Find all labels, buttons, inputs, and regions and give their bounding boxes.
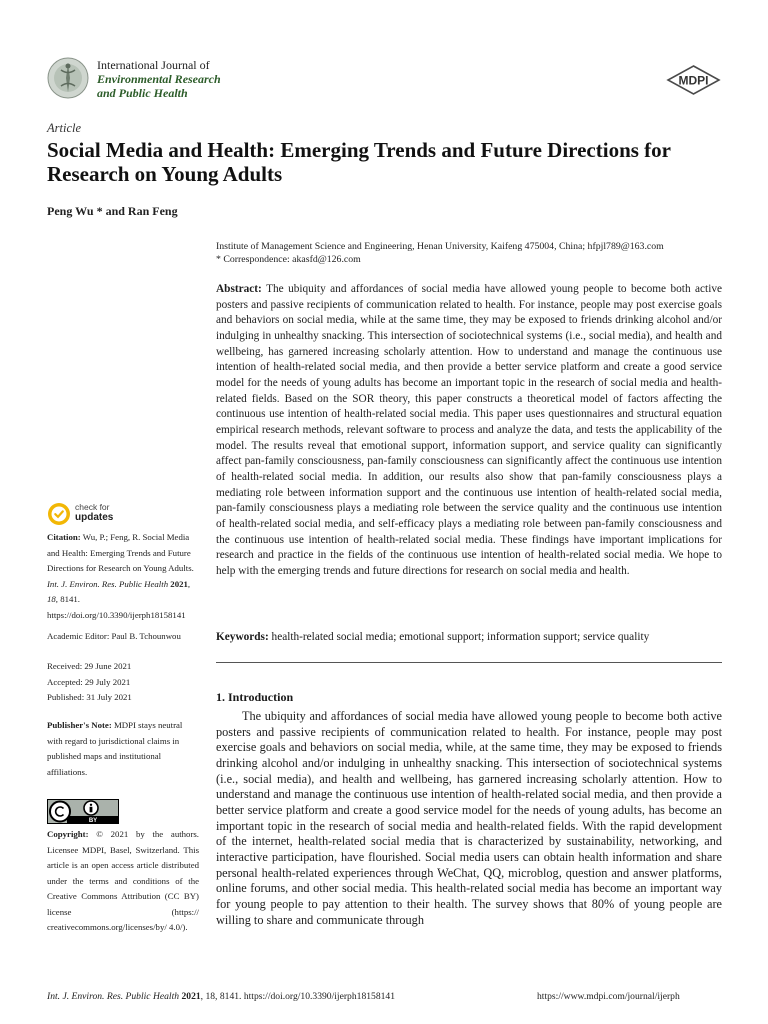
academic-editor: Academic Editor: Paul B. Tchounwou — [47, 631, 181, 641]
citation-journal: Int. J. Environ. Res. Public Health — [47, 578, 169, 589]
footer-citation — [47, 991, 395, 1002]
article-authors: Peng Wu * and Ran Feng — [47, 204, 178, 218]
footer-journal: Int. J. Environ. Res. Public Health — [47, 991, 180, 1002]
publisher-note-text: MDPI stays neutral with regard to jurisdictional claims in published maps and institutional affiliations. — [47, 720, 183, 777]
cc-by-label: BY — [88, 818, 98, 824]
publisher-note-label: Publisher's Note: — [47, 720, 112, 730]
citation-label: Citation: — [47, 532, 81, 542]
footer-year: 2021 — [181, 991, 201, 1002]
copyright-text: © 2021 by the authors. Licensee MDPI, Basel, Switzerland. This article is an open access article distributed under the terms and conditions of the Creative Commons Attribution (CC BY) license (https:// creativecommons.org/licenses/by/ 4.0/). — [47, 829, 200, 932]
check-for-updates-button[interactable] — [47, 502, 147, 528]
citation-block: Citation: Wu, P.; Feng, R. Social Media and Health: Emerging Trends and Future Directions for Research on Young Adults. Int. J. Environ. Res. Public Health 2021, 18, 8141. https://doi.org/10.3390/ijerph18158141 — [47, 532, 194, 620]
check-updates-icon — [47, 502, 71, 526]
copyright-label: Copyright: — [47, 829, 89, 839]
check-updates-line1: check for — [75, 502, 110, 512]
check-updates-line2: updates — [75, 512, 114, 523]
citation-doi[interactable]: , 8141. https://doi.org/10.3390/ijerph18158141 — [47, 594, 186, 620]
published-date: Published: 31 July 2021 — [47, 692, 132, 702]
accepted-date: Accepted: 29 July 2021 — [47, 676, 131, 687]
abstract — [216, 282, 722, 579]
publisher-note — [47, 718, 199, 780]
journal-name — [97, 58, 221, 100]
introduction-paragraph: The ubiquity and affordances of social media have allowed young people to become both active posters and passive recipients of communication related to health. For instance, people may post exercise goals and behaviors on social media, while, at the same time, they may be exposed to friends drinking alcohol and/or indulging in unhealthy snacking. This intersection of sociotechnical systems (i.e., social media), and health and wellbeing, has garnered increasing scholarly attention. How to understand and manage the continuous use intention of health-related social media, and then provide a better service platform and create a good service model for the needs of young adults, has become an important topic in the research of social media and health-related fields. With the rapid development of the internet, health-related social media that is characterized by sustainability, networking, and interactive participation, have flourished. Social media users can obtain health information and share personal health-related experiences through WeChat, QQ, microblog, question and answer platforms, online forums, and other social media. This health-related social media has become an important way for young people to pay attention to their health. The survey shows that 80% of young people are willing to share and communicate through — [216, 709, 722, 927]
affiliation-block — [216, 240, 726, 266]
section-heading-introduction: 1. Introduction — [216, 690, 294, 704]
abstract-text: The ubiquity and affordances of social media have allowed young people to become both active posters and passive recipients of communication related to health. For instance, people may post exercise goals and behaviors on social media, while at the same time, they may be exposed to friends drinking alcohol and/or indulging in unhealthy snacking. This intersection of sociotechnical systems (i.e., social media), and health and wellbeing, has garnered increasing scholarly attention. How to understand and manage the continuous use intention of health-related social media, and then provide a better service platform and create a good service model for the needs of young adults has become an important topic in the research of social media and health-related fields. Based on the SOR theory, this paper constructs a theoretical model of factors affecting the continuous use intention of health-related social media. This paper uses questionnaires and structural equation empirical research methods, relevant software to process and analyze the data, and tests the applicability of the model. The results reveal that emotional support, information support, and service quality can significantly affect pan-family consciousness, pan-family consciousness can significantly affect the continuous use intention of health-related social media. In addition, our results also show that pan-family consciousness plays a mediating role between information support and the continuous use intention of health-related social media, pan-family consciousness plays a mediating role between the service quality and the continuous use intention of health-related social media, and self-efficacy plays a mediating role between pan-family consciousness and the continuous use intention of health-related social media. These findings have important implications for research and practice in the fields of the continuous use intention of health-related social media. We hope to help with the emerging trends and future directions for research on social media and health. — [216, 283, 723, 577]
mdpi-logo-text: MDPI — [678, 73, 709, 88]
citation-volume: 18 — [47, 594, 56, 604]
correspondence: * Correspondence: akasfd@126.com — [216, 254, 361, 265]
journal-name-line1: International Journal of — [97, 58, 210, 72]
section-divider — [216, 662, 722, 663]
footer-doi[interactable]: , 18, 8141. https://doi.org/10.3390/ijerph18158141 — [200, 991, 396, 1002]
affiliation: Institute of Management Science and Engineering, Henan University, Kaifeng 475004, China; hfpjl789@163.com — [216, 241, 664, 252]
keywords-label: Keywords: — [216, 631, 269, 643]
dates-block — [47, 659, 199, 706]
footer-journal-url[interactable]: https://www.mdpi.com/journal/ijerph — [537, 991, 680, 1002]
mdpi-logo-icon — [666, 64, 721, 96]
journal-name-line2: Environmental Research — [97, 72, 221, 86]
article-type: Article — [47, 121, 82, 135]
keywords — [216, 630, 722, 645]
cc-by-license-icon[interactable] — [47, 799, 119, 824]
journal-emblem-icon — [47, 57, 89, 99]
citation-text: Wu, P.; Feng, R. Social Media and Health: Emerging Trends and Future Directions for Research on Young Adults. — [47, 532, 194, 573]
citation-year: 2021 — [170, 578, 188, 589]
abstract-label: Abstract: — [216, 283, 262, 295]
journal-name-line3: and Public Health — [97, 86, 188, 100]
received-date: Received: 29 June 2021 — [47, 661, 132, 671]
article-title: Social Media and Health: Emerging Trends and Future Directions for Research on Young Adults — [47, 138, 671, 186]
copyright-block — [47, 827, 199, 936]
keywords-text: health-related social media; emotional support; information support; service quality — [271, 631, 650, 643]
